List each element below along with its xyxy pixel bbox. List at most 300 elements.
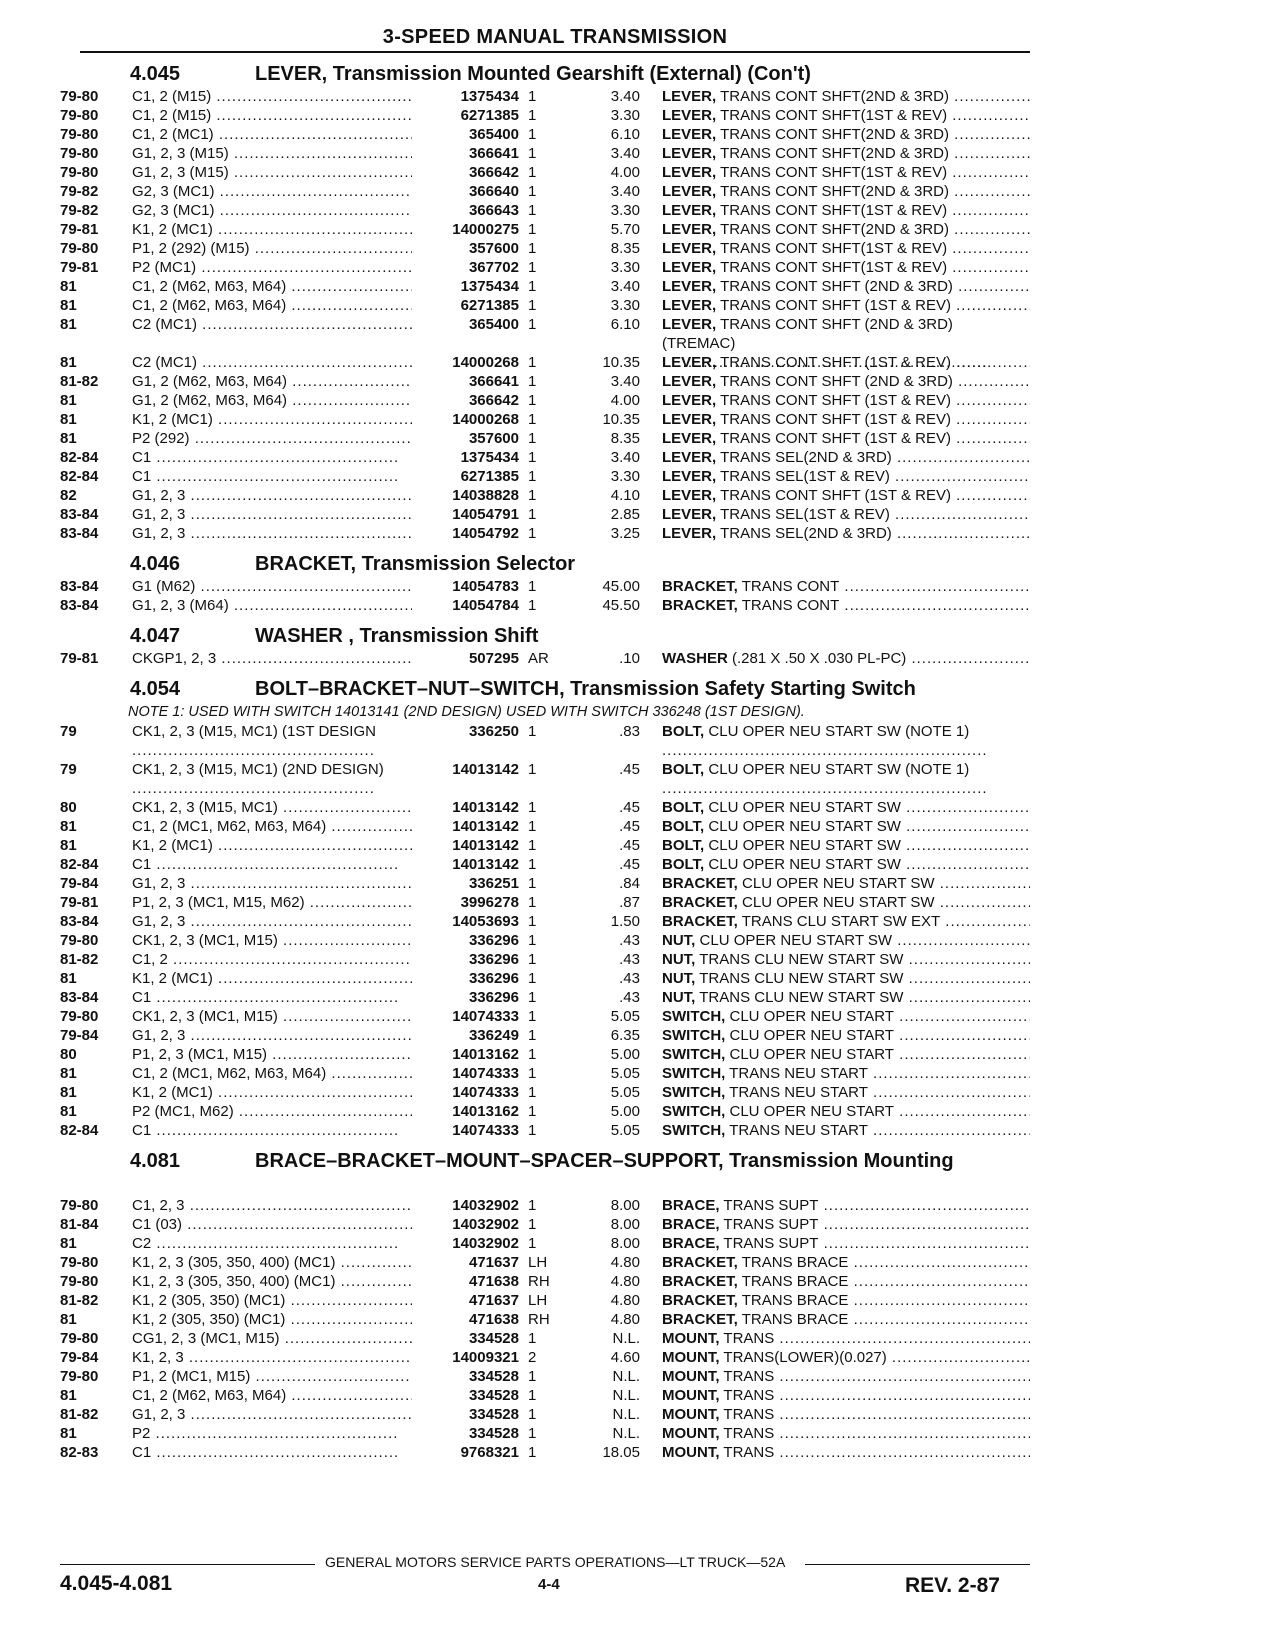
price: 4.10 [610, 487, 640, 504]
application: K1, 2, 3 (305, 350, 400) (MC1) ..... [132, 1272, 468, 1291]
quantity: 1 [528, 1065, 537, 1082]
part-name: LEVER, [662, 430, 717, 447]
price: .45 [619, 761, 640, 778]
model-years: 79-82 [60, 183, 99, 200]
description [662, 258, 1030, 277]
parts-row [60, 372, 1030, 391]
description [662, 429, 1030, 448]
price: 4.00 [610, 392, 640, 409]
model-years: 81 [60, 392, 77, 409]
quantity: 1 [528, 487, 537, 504]
price: N.L. [612, 1330, 640, 1347]
price: .43 [619, 989, 640, 1006]
parts-row [60, 1443, 1030, 1462]
quantity: RH [528, 1273, 550, 1290]
part-detail: TRANS SUPT [723, 1197, 819, 1214]
parts-row [60, 391, 1030, 410]
price: 5.05 [610, 1008, 640, 1025]
quantity: 1 [528, 1027, 537, 1044]
quantity: 1 [528, 761, 537, 778]
quantity: 1 [528, 1406, 537, 1423]
quantity: 1 [528, 1330, 537, 1347]
part-detail: TRANS NEU START [729, 1065, 868, 1082]
part-number: 336250 [412, 722, 519, 741]
price: 3.40 [610, 88, 640, 105]
description [662, 836, 1030, 855]
parts-row [60, 1121, 1030, 1140]
application: C1, 2 (M62, M63, M64) ..... [132, 296, 468, 315]
parts-row [60, 1291, 1030, 1310]
application: P1, 2, 3 (MC1, M15) ..... [132, 1045, 468, 1064]
part-number: 14054792 [412, 524, 519, 543]
part-number: 336251 [412, 874, 519, 893]
model-years: 79 [60, 761, 77, 778]
description [662, 1045, 1030, 1064]
part-name: MOUNT, [662, 1349, 720, 1366]
parts-row [60, 1007, 1030, 1026]
quantity: 1 [528, 259, 537, 276]
quantity: LH [528, 1254, 548, 1271]
description [662, 1007, 1030, 1026]
quantity: 1 [528, 723, 537, 740]
parts-row [60, 258, 1030, 277]
application: CKGP1, 2, 3 ..... [132, 649, 468, 668]
part-number: 334528 [412, 1367, 519, 1386]
model-years: 81 [60, 1084, 77, 1101]
section-number: 4.054 [130, 678, 181, 700]
part-name: LEVER, [662, 107, 717, 124]
model-years: 81-82 [60, 373, 99, 390]
description [662, 239, 1030, 258]
part-number: 471637 [412, 1291, 519, 1310]
model-years: 79-80 [60, 240, 99, 257]
application: K1, 2 (MC1) ..... [132, 410, 468, 429]
part-detail: TRANS CONT [741, 578, 840, 595]
part-number: 14032902 [412, 1234, 519, 1253]
part-number: 471638 [412, 1310, 519, 1329]
part-number: 366641 [412, 372, 519, 391]
part-name: BRACKET, [662, 913, 738, 930]
part-name: LEVER, [662, 411, 717, 428]
parts-row [60, 524, 1030, 543]
part-number: 357600 [412, 429, 519, 448]
part-number: 366643 [412, 201, 519, 220]
section-range: 4.045-4.081 [60, 1572, 173, 1595]
application: G1, 2, 3 ..... [132, 505, 468, 524]
model-years: 79-80 [60, 107, 99, 124]
application: P1, 2 (MC1, M15) ..... [132, 1367, 468, 1386]
price: .87 [619, 894, 640, 911]
part-number: 336249 [412, 1026, 519, 1045]
part-detail: TRANS CLU NEW START SW [699, 970, 904, 987]
model-years: 79-84 [60, 1027, 99, 1044]
application: G1, 2, 3 (M64) ..... [132, 596, 468, 615]
part-name: BOLT, [662, 761, 705, 778]
quantity: 1 [528, 1444, 537, 1461]
application: K1, 2 (MC1) ..... [132, 1083, 468, 1102]
description [662, 874, 1030, 893]
part-number: 14074333 [412, 1007, 519, 1026]
quantity: 1 [528, 126, 537, 143]
part-number: 365400 [412, 125, 519, 144]
price: .43 [619, 951, 640, 968]
quantity: 1 [528, 373, 537, 390]
model-years: 79-81 [60, 259, 99, 276]
quantity: 1 [528, 107, 537, 124]
part-name: LEVER, [662, 354, 717, 371]
parts-row [60, 448, 1030, 467]
model-years: 83-84 [60, 525, 99, 542]
model-years: 79 [60, 723, 77, 740]
parts-row [60, 1026, 1030, 1045]
quantity: 1 [528, 354, 537, 371]
model-years: 81 [60, 354, 77, 371]
model-years: 81 [60, 297, 77, 314]
model-years: 81 [60, 1103, 77, 1120]
section-title: LEVER, Transmission Mounted Gearshift (External) (Con't) [255, 63, 811, 85]
part-detail: CLU OPER NEU START SW [699, 932, 893, 949]
quantity: 1 [528, 240, 537, 257]
application: C1, 2 (M62, M63, M64) ..... [132, 1386, 468, 1405]
part-name: NUT, [662, 951, 696, 968]
parts-row [60, 817, 1030, 836]
part-number: 14074333 [412, 1121, 519, 1140]
description [662, 391, 1030, 410]
part-detail: TRANS CLU NEW START SW [699, 951, 904, 968]
price: 3.30 [610, 259, 640, 276]
part-number: 334528 [412, 1405, 519, 1424]
part-number: 14054783 [412, 577, 519, 596]
description [662, 1064, 1030, 1083]
description [662, 277, 1030, 296]
description [662, 931, 1030, 950]
part-name: LEVER, [662, 373, 717, 390]
price: 8.00 [610, 1235, 640, 1252]
parts-row [60, 277, 1030, 296]
application: C2 (MC1) ..... [132, 353, 468, 372]
price: 10.35 [602, 354, 640, 371]
price: 3.40 [610, 145, 640, 162]
application: G1, 2, 3 (M15) ..... [132, 144, 468, 163]
part-detail: CLU OPER NEU START SW [742, 875, 935, 892]
application: G2, 3 (MC1) ..... [132, 201, 468, 220]
parts-row [60, 722, 1030, 760]
part-number: 14074333 [412, 1083, 519, 1102]
price: 18.05 [602, 1444, 640, 1461]
part-detail: TRANS BRACE [741, 1254, 849, 1271]
part-detail: CLU OPER NEU START SW [708, 837, 901, 854]
part-name: NUT, [662, 989, 696, 1006]
description [662, 1121, 1030, 1140]
price: 3.40 [610, 449, 640, 466]
description [662, 1291, 1030, 1310]
description [662, 106, 1030, 125]
parts-row [60, 649, 1030, 668]
part-detail: TRANS [723, 1444, 775, 1461]
part-number: 14000275 [412, 220, 519, 239]
part-name: LEVER, [662, 259, 717, 276]
model-years: 79-80 [60, 145, 99, 162]
price: 3.30 [610, 107, 640, 124]
part-name: BOLT, [662, 723, 705, 740]
application: G1, 2, 3 (M15) ..... [132, 163, 468, 182]
model-years: 81 [60, 970, 77, 987]
description [662, 163, 1030, 182]
quantity: 1 [528, 989, 537, 1006]
price: N.L. [612, 1425, 640, 1442]
part-number: 336296 [412, 950, 519, 969]
model-years: 82-84 [60, 1122, 99, 1139]
part-name: LEVER, [662, 221, 717, 238]
catalog-page [60, 26, 1030, 1462]
quantity: 1 [528, 1425, 537, 1442]
part-name: BRACKET, [662, 578, 738, 595]
parts-row [60, 1348, 1030, 1367]
description [662, 1329, 1030, 1348]
application: C1, 2 (MC1, M62, M63, M64) ..... [132, 817, 468, 836]
price: 6.10 [610, 126, 640, 143]
application: K1, 2 (MC1) ..... [132, 836, 468, 855]
part-detail: TRANS SEL(2ND & 3RD) [720, 525, 892, 542]
part-detail: TRANS SEL(1ST & REV) [720, 506, 890, 523]
part-number: 14032902 [412, 1196, 519, 1215]
part-detail: CLU OPER NEU START SW [708, 799, 901, 816]
part-detail: TRANS SEL(1ST & REV) [720, 468, 890, 485]
part-detail: TRANS [723, 1387, 775, 1404]
price: 3.40 [610, 183, 640, 200]
parts-row [60, 87, 1030, 106]
part-detail: TRANS CONT SHFT (1ST & REV) [720, 430, 951, 447]
quantity: 1 [528, 1084, 537, 1101]
part-detail: TRANS CONT SHFT (1ST & REV) [720, 487, 951, 504]
parts-row [60, 505, 1030, 524]
part-name: BOLT, [662, 856, 705, 873]
description [662, 577, 1030, 596]
parts-row [60, 201, 1030, 220]
parts-row [60, 1215, 1030, 1234]
part-name: WASHER [662, 650, 728, 667]
price: .43 [619, 970, 640, 987]
price: 8.35 [610, 240, 640, 257]
part-detail: TRANS CONT SHFT(2ND & 3RD) [720, 126, 949, 143]
model-years: 81-84 [60, 1216, 99, 1233]
part-detail: TRANS CONT SHFT (1ST & REV) [720, 297, 951, 314]
part-number: 14013142 [412, 836, 519, 855]
part-detail: CLU OPER NEU START [729, 1008, 894, 1025]
part-number: 3996278 [412, 893, 519, 912]
description [662, 1026, 1030, 1045]
part-number: 6271385 [412, 106, 519, 125]
model-years: 79-84 [60, 875, 99, 892]
part-name: LEVER, [662, 525, 717, 542]
model-years: 79-82 [60, 202, 99, 219]
price: 2.85 [610, 506, 640, 523]
application: K1, 2 (MC1) ..... [132, 220, 468, 239]
description [662, 220, 1030, 239]
price: 8.00 [610, 1197, 640, 1214]
part-detail: (.281 X .50 X .030 PL-PC) [732, 650, 907, 667]
part-number: 507295 [412, 649, 519, 668]
price: 6.35 [610, 1027, 640, 1044]
price: .45 [619, 818, 640, 835]
part-detail: CLU OPER NEU START [729, 1027, 894, 1044]
parts-row [60, 106, 1030, 125]
part-name: BOLT, [662, 799, 705, 816]
quantity: 1 [528, 411, 537, 428]
description [662, 760, 1030, 798]
part-name: MOUNT, [662, 1330, 720, 1347]
application: P2 (292) ..... [132, 429, 468, 448]
application: K1, 2, 3 ..... [132, 1348, 468, 1367]
part-number: 14038828 [412, 486, 519, 505]
price: 8.35 [610, 430, 640, 447]
quantity: 1 [528, 1008, 537, 1025]
part-number: 471638 [412, 1272, 519, 1291]
price: .45 [619, 799, 640, 816]
part-detail: CLU OPER NEU START [729, 1046, 894, 1063]
part-name: BRACE, [662, 1197, 720, 1214]
description [662, 448, 1030, 467]
quantity: 1 [528, 468, 537, 485]
part-name: LEVER, [662, 278, 717, 295]
parts-row [60, 1272, 1030, 1291]
part-detail: TRANS CONT SHFT(2ND & 3RD) [720, 88, 949, 105]
parts-row [60, 1064, 1030, 1083]
description [662, 1102, 1030, 1121]
quantity: 1 [528, 970, 537, 987]
part-detail: TRANS CONT SHFT(1ST & REV) [720, 202, 948, 219]
parts-row [60, 353, 1030, 372]
section-number: 4.046 [130, 553, 181, 575]
price: N.L. [612, 1387, 640, 1404]
part-detail: TRANS CONT SHFT(1ST & REV) [720, 259, 948, 276]
description [662, 1405, 1030, 1424]
price: 8.00 [610, 1216, 640, 1233]
model-years: 79-80 [60, 126, 99, 143]
part-number: 366642 [412, 163, 519, 182]
section-number: 4.045 [130, 63, 181, 85]
part-number: 14000268 [412, 353, 519, 372]
parts-row [60, 410, 1030, 429]
model-years: 80 [60, 799, 77, 816]
application: K1, 2 (305, 350) (MC1) ..... [132, 1310, 468, 1329]
model-years: 79-80 [60, 932, 99, 949]
model-years: 79-81 [60, 650, 99, 667]
part-detail: TRANS CONT SHFT(2ND & 3RD) [720, 183, 949, 200]
section-heading [60, 625, 1030, 649]
application: G1, 2 (M62, M63, M64) ..... [132, 391, 468, 410]
part-detail: TRANS CONT SHFT (2ND & 3RD) [720, 278, 953, 295]
parts-row [60, 239, 1030, 258]
model-years: 83-84 [60, 578, 99, 595]
quantity: 1 [528, 1235, 537, 1252]
description [662, 969, 1030, 988]
parts-row [60, 931, 1030, 950]
application: C1, 2 (MC1) ..... [132, 125, 468, 144]
model-years: 79-80 [60, 1330, 99, 1347]
part-number: 14054784 [412, 596, 519, 615]
part-name: LEVER, [662, 164, 717, 181]
quantity: 1 [528, 932, 537, 949]
quantity: 1 [528, 1387, 537, 1404]
section-heading [60, 1150, 1030, 1196]
parts-row [60, 798, 1030, 817]
parts-row [60, 1386, 1030, 1405]
part-number: 366642 [412, 391, 519, 410]
model-years: 79-80 [60, 88, 99, 105]
description [662, 1234, 1030, 1253]
application: G1, 2 (M62, M63, M64) ..... [132, 372, 468, 391]
parts-row [60, 182, 1030, 201]
description [662, 467, 1030, 486]
part-name: LEVER, [662, 126, 717, 143]
model-years: 81-82 [60, 951, 99, 968]
part-detail: TRANS CONT SHFT (2ND & 3RD) (TREMAC) [662, 316, 953, 352]
section-title: WASHER , Transmission Shift [255, 625, 539, 647]
quantity: 1 [528, 799, 537, 816]
part-name: LEVER, [662, 468, 717, 485]
description [662, 912, 1030, 931]
description [662, 1443, 1030, 1462]
quantity: LH [528, 1292, 548, 1309]
part-detail: TRANS BRACE [741, 1311, 849, 1328]
application: G1, 2, 3 ..... [132, 486, 468, 505]
part-name: BRACE, [662, 1235, 720, 1252]
part-number: 367702 [412, 258, 519, 277]
price: 3.40 [610, 278, 640, 295]
model-years: 81 [60, 1311, 77, 1328]
part-detail: TRANS BRACE [741, 1292, 849, 1309]
part-name: SWITCH, [662, 1046, 726, 1063]
part-detail: CLU OPER NEU START SW [708, 856, 901, 873]
description [662, 372, 1030, 391]
model-years: 79-80 [60, 1008, 99, 1025]
quantity: AR [528, 650, 549, 667]
parts-row [60, 1234, 1030, 1253]
model-years: 81 [60, 1387, 77, 1404]
quantity: 1 [528, 913, 537, 930]
part-number: 334528 [412, 1424, 519, 1443]
price: .84 [619, 875, 640, 892]
part-name: NUT, [662, 970, 696, 987]
quantity: 1 [528, 506, 537, 523]
application: G1, 2, 3 ..... [132, 524, 468, 543]
application: P2 ..... [132, 1424, 468, 1443]
application: G1, 2, 3 ..... [132, 874, 468, 893]
description [662, 201, 1030, 220]
application: C1, 2 ..... [132, 950, 468, 969]
price: 1.50 [610, 913, 640, 930]
part-number: 6271385 [412, 296, 519, 315]
description [662, 649, 1030, 668]
price: 45.00 [602, 578, 640, 595]
part-name: LEVER, [662, 88, 717, 105]
part-detail: TRANS [723, 1406, 775, 1423]
part-detail: TRANS CONT SHFT (1ST & REV) [720, 354, 951, 371]
application: G1, 2, 3 ..... [132, 912, 468, 931]
part-number: 14013142 [412, 817, 519, 836]
quantity: 1 [528, 875, 537, 892]
section-title: BRACE–BRACKET–MOUNT–SPACER–SUPPORT, Transmission Mounting [255, 1150, 954, 1172]
model-years: 81 [60, 1065, 77, 1082]
part-detail: TRANS NEU START [729, 1122, 868, 1139]
part-number: 366641 [412, 144, 519, 163]
part-detail: TRANS NEU START [729, 1084, 868, 1101]
parts-row [60, 1196, 1030, 1215]
part-number: 14074333 [412, 1064, 519, 1083]
part-name: LEVER, [662, 145, 717, 162]
description [662, 296, 1030, 315]
